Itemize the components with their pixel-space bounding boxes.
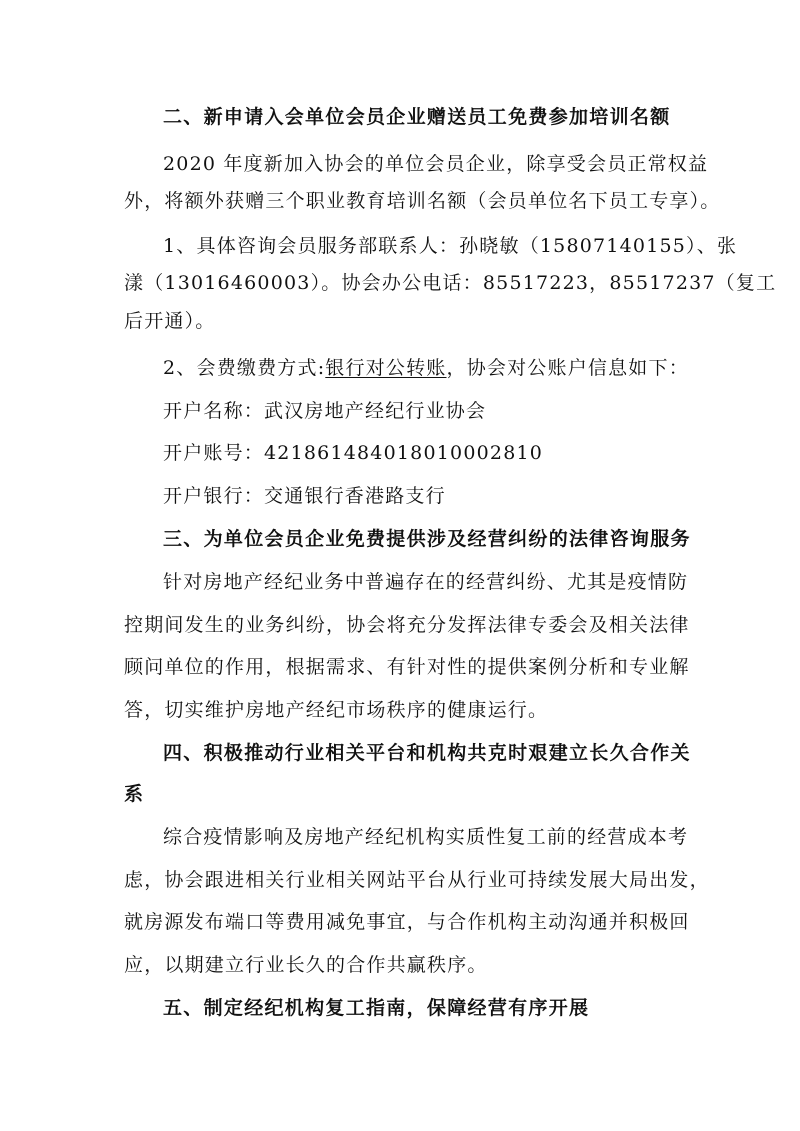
- section4-line4: 应，以期建立行业长久的合作共赢秩序。: [124, 954, 488, 976]
- section4-heading-line1: 四、积极推动行业相关平台和机构共克时艰建立长久合作关: [163, 742, 691, 764]
- item2-prefix: 2、会费缴费方式:: [163, 357, 326, 379]
- section2-intro-line1: 2020 年度新加入协会的单位会员企业，除享受会员正常权益: [163, 153, 709, 175]
- section3-line2: 控期间发生的业务纠纷，协会将充分发挥法律专委会及相关法律: [124, 614, 690, 636]
- section3-line4: 答，切实维护房地产经纪市场秩序的健康运行。: [124, 699, 549, 721]
- section2-heading: 二、新申请入会单位会员企业赠送员工免费参加培训名额: [163, 106, 671, 128]
- account-bank: 开户银行：交通银行香港路支行: [163, 485, 446, 507]
- section3-heading: 三、为单位会员企业免费提供涉及经营纠纷的法律咨询服务: [163, 528, 691, 550]
- section5-heading: 五、制定经纪机构复工指南，保障经营有序开展: [163, 997, 590, 1019]
- account-number: 开户账号：421861484018010002810: [163, 442, 544, 464]
- section2-item2: [163, 355, 723, 381]
- section4-line3: 就房源发布端口等费用减免事宜，与合作机构主动沟通并积极回: [124, 911, 690, 933]
- section2-item1-line2: 漾（13016460003）。协会办公电话：85517223，85517237（复工: [124, 272, 777, 294]
- section4-heading-line2: 系: [124, 783, 145, 805]
- section2-item1-line3: 后开通）。: [124, 310, 216, 332]
- section4-line2: 虑，协会跟进相关行业相关网站平台从行业可持续发展大局出发，: [124, 869, 710, 891]
- section2-intro-line2: 外，将额外获赠三个职业教育培训名额（会员单位名下员工专享）。: [124, 190, 721, 212]
- section3-line3: 顾问单位的作用，根据需求、有针对性的提供案例分析和专业解: [124, 656, 690, 678]
- account-name: 开户名称：武汉房地产经纪行业协会: [163, 400, 487, 422]
- item2-suffix: ，协会对公账户信息如下：: [446, 357, 689, 379]
- payment-method-link[interactable]: 银行对公转账: [325, 357, 447, 379]
- section2-item1-line1: 1、具体咨询会员服务部联系人：孙晓敏（15807140155）、张: [163, 235, 738, 257]
- section3-line1: 针对房地产经纪业务中普遍存在的经营纠纷、尤其是疫情防: [163, 571, 689, 593]
- section4-line1: 综合疫情影响及房地产经纪机构实质性复工前的经营成本考: [163, 826, 689, 848]
